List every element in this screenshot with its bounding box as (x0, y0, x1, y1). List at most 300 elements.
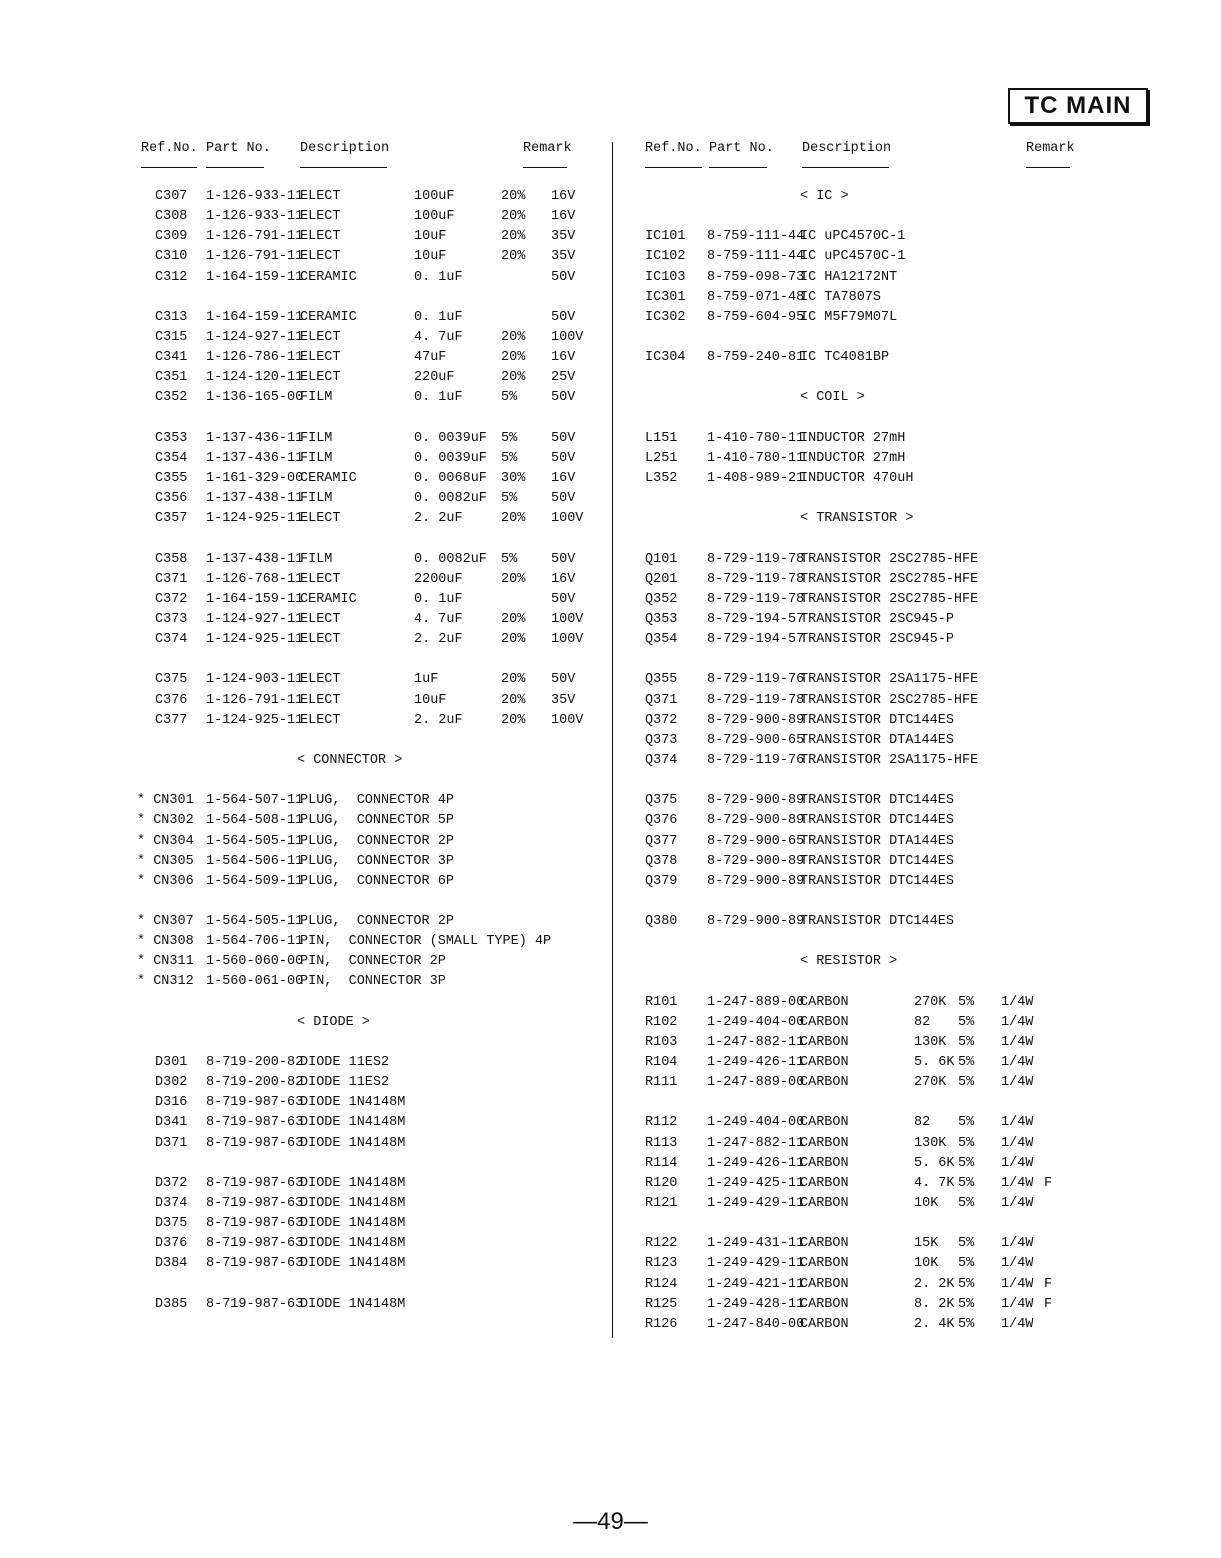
part-row (137, 207, 607, 227)
ref-no: Q373 (645, 732, 678, 748)
description: IC uPC4570C-1 (800, 229, 906, 245)
description: PIN, CONNECTOR 3P (300, 974, 446, 990)
rating: 50V (551, 591, 576, 607)
part-no: 1-126-786-11 (206, 350, 304, 366)
description: ELECT (300, 329, 341, 345)
part-row (137, 670, 607, 690)
tolerance: 20% (501, 350, 526, 366)
part-no: 1-247-882-11 (707, 1034, 805, 1050)
description: TRANSISTOR DTC144ES (800, 873, 954, 889)
description: PIN, CONNECTOR 2P (300, 954, 446, 970)
ref-no: C356 (155, 491, 188, 507)
part-row (640, 630, 1080, 650)
description: FILM (300, 430, 333, 446)
value: 5. 6K (914, 1055, 955, 1071)
value: 2200uF (414, 571, 463, 587)
part-row (137, 832, 607, 852)
row-spacer (640, 529, 1080, 549)
ref-no: Q355 (645, 672, 678, 688)
row-spacer (640, 1093, 1080, 1113)
ref-no: * CN308 (137, 934, 194, 950)
part-row (137, 368, 607, 388)
ref-no: C372 (155, 591, 188, 607)
tolerance: 5% (958, 1236, 975, 1252)
part-no: 1-410-780-11 (707, 450, 805, 466)
right-parts-list (640, 187, 1080, 1335)
ref-no: IC302 (645, 309, 686, 325)
part-no: 8-729-900-89 (707, 873, 805, 889)
description: FILM (300, 491, 333, 507)
ref-no: D374 (155, 1196, 188, 1212)
rating: 25V (551, 370, 576, 386)
part-no: 1-249-426-11 (707, 1055, 805, 1071)
description: FILM (300, 551, 333, 567)
part-no: 1-249-428-11 (707, 1296, 805, 1312)
tolerance: 20% (501, 611, 526, 627)
part-no: 8-759-098-73 (707, 269, 805, 285)
tolerance: 20% (501, 249, 526, 265)
part-no: 1-408-989-21 (707, 470, 805, 486)
value: 130K (914, 1135, 947, 1151)
description: TRANSISTOR 2SC945-P (800, 611, 954, 627)
part-row (640, 227, 1080, 247)
rating: 100V (551, 329, 584, 345)
rating: 50V (551, 309, 576, 325)
part-row (640, 449, 1080, 469)
rating: 1/4W (1001, 1115, 1034, 1131)
right-column-header (640, 140, 1080, 187)
part-no: 8-719-987-63 (206, 1216, 304, 1232)
right-parts-column (640, 140, 1080, 1335)
row-spacer (137, 529, 607, 549)
value: 82 (914, 1014, 931, 1030)
value: 0. 1uF (414, 390, 463, 406)
part-no: 1-249-431-11 (707, 1236, 805, 1252)
part-no: 8-719-987-63 (206, 1196, 304, 1212)
part-row (640, 852, 1080, 872)
ref-no: Q101 (645, 551, 678, 567)
description: TRANSISTOR DTC144ES (800, 793, 954, 809)
section-heading (640, 187, 1080, 207)
part-no: 8-719-987-63 (206, 1236, 304, 1252)
part-row (137, 1113, 607, 1133)
description: ELECT (300, 692, 341, 708)
ref-no: IC103 (645, 269, 686, 285)
part-row (137, 1214, 607, 1234)
tolerance: 5% (958, 1175, 975, 1191)
part-row (640, 670, 1080, 690)
row-spacer (640, 650, 1080, 670)
part-row (137, 791, 607, 811)
description-header: Description (300, 141, 390, 156)
rating: 50V (551, 390, 576, 406)
description: INDUCTOR 470uH (800, 470, 914, 486)
part-row (137, 187, 607, 207)
ref-no: R111 (645, 1075, 678, 1091)
row-spacer (640, 489, 1080, 509)
part-no: 1-126-933-11 (206, 189, 304, 204)
part-row (640, 751, 1080, 771)
part-row (137, 247, 607, 267)
description: TRANSISTOR 2SA1175-HFE (800, 752, 979, 768)
description: CARBON (800, 1075, 849, 1091)
part-row (137, 1053, 607, 1073)
ref-no: R114 (645, 1155, 678, 1171)
part-no: 1-126-768-11 (206, 571, 304, 587)
description: CARBON (800, 1115, 849, 1131)
part-no: 1-161-329-00 (206, 470, 304, 486)
part-no: 1-137-436-11 (206, 450, 304, 466)
value: 4. 7K (914, 1175, 955, 1191)
ref-no: C313 (155, 309, 188, 325)
ref-no: R113 (645, 1135, 678, 1151)
tolerance: 20% (501, 712, 526, 728)
description: TRANSISTOR DTA144ES (800, 833, 954, 849)
part-row (137, 590, 607, 610)
part-no: 1-124-927-11 (206, 329, 304, 345)
description: TRANSISTOR 2SC2785-HFE (800, 591, 979, 607)
part-row (137, 388, 607, 408)
ref-no: Q377 (645, 833, 678, 849)
part-no: 8-729-119-78 (707, 571, 805, 587)
row-spacer (137, 409, 607, 429)
remark: F (1044, 1296, 1053, 1312)
rating: 1/4W (1001, 1075, 1034, 1091)
section-heading (137, 751, 607, 771)
tolerance: 5% (501, 491, 518, 507)
part-row (640, 811, 1080, 831)
remark-header: Remark (523, 141, 572, 156)
rating: 35V (551, 229, 576, 245)
row-spacer (640, 368, 1080, 388)
value: 2. 2uF (414, 632, 463, 648)
part-row (137, 912, 607, 932)
tolerance: 5% (958, 1196, 975, 1212)
rating: 50V (551, 551, 576, 567)
rating: 16V (551, 571, 576, 587)
rating: 35V (551, 249, 576, 265)
description: DIODE 1N4148M (300, 1135, 406, 1151)
ref-no: D372 (155, 1175, 188, 1191)
ref-no-header: Ref.No. (141, 141, 198, 156)
value: 0. 1uF (414, 309, 463, 325)
part-row (640, 872, 1080, 892)
part-row (640, 1053, 1080, 1073)
ref-no: D384 (155, 1256, 188, 1272)
part-row (137, 811, 607, 831)
section-title: TC MAIN (1008, 88, 1148, 124)
part-row (640, 912, 1080, 932)
description: CARBON (800, 1055, 849, 1071)
part-row (137, 932, 607, 952)
description: ELECT (300, 209, 341, 225)
row-spacer (640, 932, 1080, 952)
part-no: 8-759-071-48 (707, 289, 805, 305)
part-row (137, 1093, 607, 1113)
ref-no: Q374 (645, 752, 678, 768)
ref-no: C341 (155, 350, 188, 366)
row-spacer (137, 731, 607, 751)
description: TRANSISTOR 2SC2785-HFE (800, 692, 979, 708)
ref-no: C374 (155, 632, 188, 648)
part-row (137, 429, 607, 449)
part-row (640, 1174, 1080, 1194)
part-no: 8-719-987-63 (206, 1256, 304, 1272)
description: CARBON (800, 1155, 849, 1171)
part-row (137, 489, 607, 509)
part-no: 1-564-505-11 (206, 833, 304, 849)
section-heading (640, 952, 1080, 972)
part-no: 8-719-987-63 (206, 1095, 304, 1111)
part-no: 1-560-061-00 (206, 974, 304, 990)
remark: F (1044, 1175, 1053, 1191)
description: PLUG, CONNECTOR 6P (300, 873, 454, 889)
description: CARBON (800, 1256, 849, 1272)
section-heading-label: < TRANSISTOR > (800, 511, 914, 527)
ref-no: L352 (645, 470, 678, 486)
part-row (640, 691, 1080, 711)
tolerance: 5% (958, 1135, 975, 1151)
part-no: 1-164-159-11 (206, 309, 304, 325)
ref-no: R121 (645, 1196, 678, 1212)
ref-no: Q379 (645, 873, 678, 889)
part-row (640, 268, 1080, 288)
part-row (137, 509, 607, 529)
description: INDUCTOR 27mH (800, 450, 906, 466)
tolerance: 5% (958, 1296, 975, 1312)
description: TRANSISTOR 2SA1175-HFE (800, 672, 979, 688)
description: FILM (300, 450, 333, 466)
ref-no: * CN305 (137, 853, 194, 869)
part-row (137, 1073, 607, 1093)
ref-no: * CN312 (137, 974, 194, 990)
rating: 1/4W (1001, 1155, 1034, 1171)
part-no: 1-164-159-11 (206, 269, 304, 285)
description: CARBON (800, 1316, 849, 1332)
tolerance: 5% (958, 1256, 975, 1272)
rating: 1/4W (1001, 1034, 1034, 1050)
tolerance: 20% (501, 672, 526, 688)
part-no: 1-564-505-11 (206, 914, 304, 930)
part-row (640, 570, 1080, 590)
description: CARBON (800, 1014, 849, 1030)
ref-no: C373 (155, 611, 188, 627)
part-row (640, 429, 1080, 449)
part-row (640, 469, 1080, 489)
description: CARBON (800, 1276, 849, 1292)
value: 0. 0039uF (414, 430, 487, 446)
row-spacer (640, 328, 1080, 348)
description-header: Description (802, 141, 892, 156)
description: TRANSISTOR 2SC2785-HFE (800, 551, 979, 567)
part-row (137, 449, 607, 469)
tolerance: 5% (958, 1055, 975, 1071)
rating: 16V (551, 350, 576, 366)
description: CARBON (800, 1175, 849, 1191)
part-no: 1-564-507-11 (206, 793, 304, 809)
description: PLUG, CONNECTOR 2P (300, 833, 454, 849)
description: ELECT (300, 571, 341, 587)
rating: 50V (551, 672, 576, 688)
rating: 1/4W (1001, 994, 1034, 1010)
section-heading (640, 509, 1080, 529)
rating: 1/4W (1001, 1276, 1034, 1292)
value: 10uF (414, 229, 447, 245)
tolerance: 5% (501, 450, 518, 466)
value: 220uF (414, 370, 455, 386)
rating: 100V (551, 632, 584, 648)
part-row (640, 247, 1080, 267)
value: 15K (914, 1236, 939, 1252)
description: CARBON (800, 1236, 849, 1252)
part-no: 8-729-900-65 (707, 732, 805, 748)
rating: 100V (551, 611, 584, 627)
ref-no: * CN311 (137, 954, 194, 970)
section-heading-label: < COIL > (800, 390, 865, 406)
tolerance: 5% (501, 551, 518, 567)
part-no: 8-759-111-44 (707, 249, 805, 265)
part-no: 1-560-060-00 (206, 954, 304, 970)
row-spacer (137, 1033, 607, 1053)
part-no: 8-729-194-57 (707, 611, 805, 627)
part-no: 1-126-933-11 (206, 209, 304, 225)
left-parts-list (137, 187, 607, 1315)
part-no: 8-719-200-82 (206, 1075, 304, 1091)
ref-no: Q376 (645, 813, 678, 829)
description: FILM (300, 390, 333, 406)
ref-no: C307 (155, 189, 188, 204)
left-parts-column (137, 140, 607, 1315)
description: CARBON (800, 1034, 849, 1050)
part-row (137, 972, 607, 992)
ref-no: C375 (155, 672, 188, 688)
part-no: 1-126-791-11 (206, 229, 304, 245)
rating: 16V (551, 209, 576, 225)
part-row (640, 610, 1080, 630)
remark: F (1044, 1276, 1053, 1292)
part-no: 8-729-119-78 (707, 551, 805, 567)
value: 47uF (414, 350, 447, 366)
part-row (137, 1254, 607, 1274)
value: 82 (914, 1115, 931, 1131)
ref-no: D301 (155, 1055, 188, 1071)
ref-no: C353 (155, 430, 188, 446)
section-heading (137, 1013, 607, 1033)
ref-no: IC301 (645, 289, 686, 305)
tolerance: 20% (501, 209, 526, 225)
ref-no: Q352 (645, 591, 678, 607)
ref-no: D375 (155, 1216, 188, 1232)
ref-no: D341 (155, 1115, 188, 1131)
tolerance: 5% (958, 1115, 975, 1131)
description: ELECT (300, 229, 341, 245)
value: 270K (914, 1075, 947, 1091)
description: CARBON (800, 1196, 849, 1212)
value: 2. 2uF (414, 712, 463, 728)
remark-header: Remark (1026, 141, 1075, 156)
value: 100uF (414, 209, 455, 225)
value: 2. 2uF (414, 511, 463, 527)
part-no: 8-729-900-89 (707, 813, 805, 829)
part-no: 8-719-987-63 (206, 1175, 304, 1191)
tolerance: 5% (501, 430, 518, 446)
part-no: 1-137-436-11 (206, 430, 304, 446)
value: 0. 0039uF (414, 450, 487, 466)
description: DIODE 1N4148M (300, 1175, 406, 1191)
rating: 1/4W (1001, 1175, 1034, 1191)
value: 2. 2K (914, 1276, 955, 1292)
tolerance: 30% (501, 470, 526, 486)
section-heading (640, 388, 1080, 408)
ref-no: D385 (155, 1296, 188, 1312)
value: 0. 0082uF (414, 551, 487, 567)
row-spacer (640, 892, 1080, 912)
ref-no: IC304 (645, 350, 686, 366)
tolerance: 5% (958, 1276, 975, 1292)
value: 1uF (414, 672, 439, 688)
row-spacer (137, 650, 607, 670)
part-no: 8-719-987-63 (206, 1115, 304, 1131)
description: ELECT (300, 632, 341, 648)
part-row (640, 1033, 1080, 1053)
rating: 1/4W (1001, 1135, 1034, 1151)
ref-no: R103 (645, 1034, 678, 1050)
rating: 100V (551, 712, 584, 728)
part-row (137, 1295, 607, 1315)
part-no: 8-759-111-44 (707, 229, 805, 245)
description: ELECT (300, 249, 341, 265)
rating: 1/4W (1001, 1055, 1034, 1071)
description: INDUCTOR 27mH (800, 430, 906, 446)
description: TRANSISTOR 2SC945-P (800, 632, 954, 648)
rating: 1/4W (1001, 1236, 1034, 1252)
part-no: 8-729-194-57 (707, 632, 805, 648)
rating: 16V (551, 189, 576, 204)
value: 0. 0068uF (414, 470, 487, 486)
ref-no: R123 (645, 1256, 678, 1272)
part-no: 1-124-925-11 (206, 632, 304, 648)
ref-no: R112 (645, 1115, 678, 1131)
ref-no: Q378 (645, 853, 678, 869)
part-row (137, 1234, 607, 1254)
part-row (640, 550, 1080, 570)
part-row (640, 288, 1080, 308)
ref-no: C309 (155, 229, 188, 245)
description: TRANSISTOR DTC144ES (800, 914, 954, 930)
part-row (640, 1234, 1080, 1254)
part-no: 8-719-200-82 (206, 1055, 304, 1071)
value: 2. 4K (914, 1316, 955, 1332)
rating: 50V (551, 491, 576, 507)
part-no-header: Part No. (206, 141, 271, 156)
rating: 1/4W (1001, 1256, 1034, 1272)
part-no: 1-137-438-11 (206, 551, 304, 567)
part-row (137, 570, 607, 590)
description: TRANSISTOR 2SC2785-HFE (800, 571, 979, 587)
part-no: 1-136-165-00 (206, 390, 304, 406)
value: 10uF (414, 692, 447, 708)
part-row (640, 590, 1080, 610)
ref-no: * CN301 (137, 793, 194, 809)
part-no: 1-249-429-11 (707, 1196, 805, 1212)
part-no: 1-564-506-11 (206, 853, 304, 869)
tolerance: 20% (501, 189, 526, 204)
ref-no: R102 (645, 1014, 678, 1030)
part-no: 1-124-120-11 (206, 370, 304, 386)
value: 10K (914, 1256, 939, 1272)
ref-no: C315 (155, 329, 188, 345)
part-no: 1-247-889-00 (707, 994, 805, 1010)
